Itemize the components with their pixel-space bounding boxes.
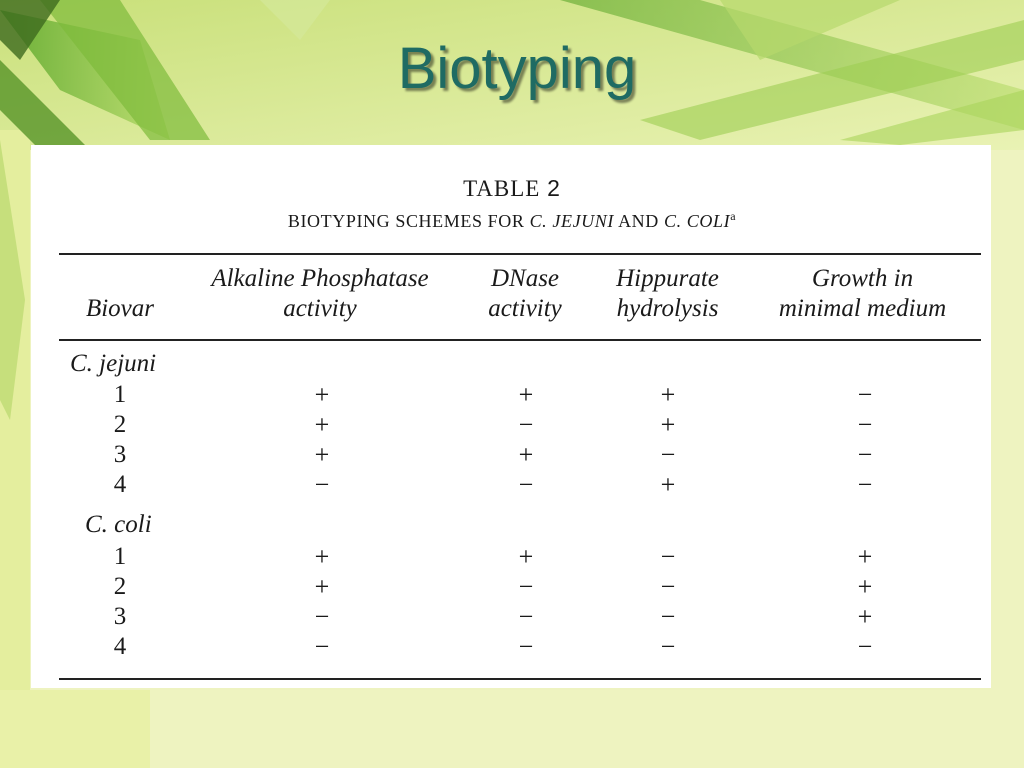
- table-label: TABLE: [463, 176, 541, 201]
- cell-alkaline: +: [314, 440, 330, 469]
- species-a: C. JEJUNI: [529, 211, 614, 231]
- header-alkaline-line2: activity: [283, 295, 357, 322]
- header-hippurate-line1: Hippurate: [616, 265, 719, 292]
- cell-biovar: 1: [113, 381, 127, 408]
- cell-biovar: 1: [113, 543, 127, 570]
- cell-dnase: −: [518, 572, 534, 601]
- header-biovar: Biovar: [85, 295, 155, 322]
- cell-growth: −: [857, 380, 873, 409]
- table-number: [0, 175, 1024, 202]
- cell-dnase: +: [518, 380, 534, 409]
- cell-biovar: 4: [113, 633, 127, 660]
- cell-alkaline: +: [314, 572, 330, 601]
- cell-alkaline: −: [314, 632, 330, 661]
- cell-alkaline: −: [314, 602, 330, 631]
- table-subtitle: [0, 209, 1024, 232]
- header-hippurate: [600, 264, 735, 324]
- cell-growth: −: [857, 470, 873, 499]
- cell-biovar: 2: [113, 573, 127, 600]
- header-growth-line2: minimal medium: [778, 295, 947, 322]
- cell-growth: −: [857, 632, 873, 661]
- header-dnase-line1: DNase: [490, 265, 560, 292]
- footnote-mark: a: [730, 209, 737, 223]
- cell-alkaline: +: [314, 410, 330, 439]
- top-rule: [59, 253, 981, 255]
- cell-hippurate: +: [660, 470, 676, 499]
- header-dnase-line2: activity: [488, 295, 562, 322]
- cell-hippurate: −: [660, 440, 676, 469]
- cell-dnase: −: [518, 470, 534, 499]
- cell-alkaline: −: [314, 470, 330, 499]
- cell-dnase: +: [518, 542, 534, 571]
- bottom-rule: [59, 678, 981, 680]
- group-label-c-jejuni: C. jejuni: [70, 350, 157, 377]
- cell-biovar: 3: [113, 441, 127, 468]
- cell-biovar: 3: [113, 603, 127, 630]
- subtitle-prefix: BIOTYPING SCHEMES FOR: [287, 211, 530, 231]
- header-alkaline: [195, 264, 445, 324]
- cell-growth: −: [857, 440, 873, 469]
- cell-dnase: −: [518, 602, 534, 631]
- cell-dnase: +: [518, 440, 534, 469]
- header-growth: [755, 264, 970, 324]
- cell-growth: +: [857, 572, 873, 601]
- cell-hippurate: −: [660, 572, 676, 601]
- slide-title: Biotyping: [397, 36, 637, 101]
- header-rule: [59, 339, 981, 341]
- cell-hippurate: −: [660, 542, 676, 571]
- cell-dnase: −: [518, 632, 534, 661]
- cell-dnase: −: [518, 410, 534, 439]
- cell-growth: −: [857, 410, 873, 439]
- header-growth-line1: Growth in: [811, 265, 914, 292]
- header-alkaline-line1: Alkaline Phosphatase: [211, 265, 429, 292]
- cell-hippurate: +: [660, 380, 676, 409]
- header-hippurate-line2: hydrolysis: [616, 295, 719, 322]
- header-dnase: [470, 264, 580, 324]
- cell-alkaline: +: [314, 542, 330, 571]
- cell-growth: +: [857, 542, 873, 571]
- cell-alkaline: +: [314, 380, 330, 409]
- cell-hippurate: +: [660, 410, 676, 439]
- group-label-c-coli: C. coli: [85, 511, 152, 538]
- subtitle-and: AND: [613, 211, 664, 231]
- cell-hippurate: −: [660, 632, 676, 661]
- cell-growth: +: [857, 602, 873, 631]
- table-number-value: 2: [547, 175, 561, 201]
- cell-biovar: 2: [113, 411, 127, 438]
- cell-hippurate: −: [660, 602, 676, 631]
- cell-biovar: 4: [113, 471, 127, 498]
- species-b: C. COLI: [663, 211, 731, 231]
